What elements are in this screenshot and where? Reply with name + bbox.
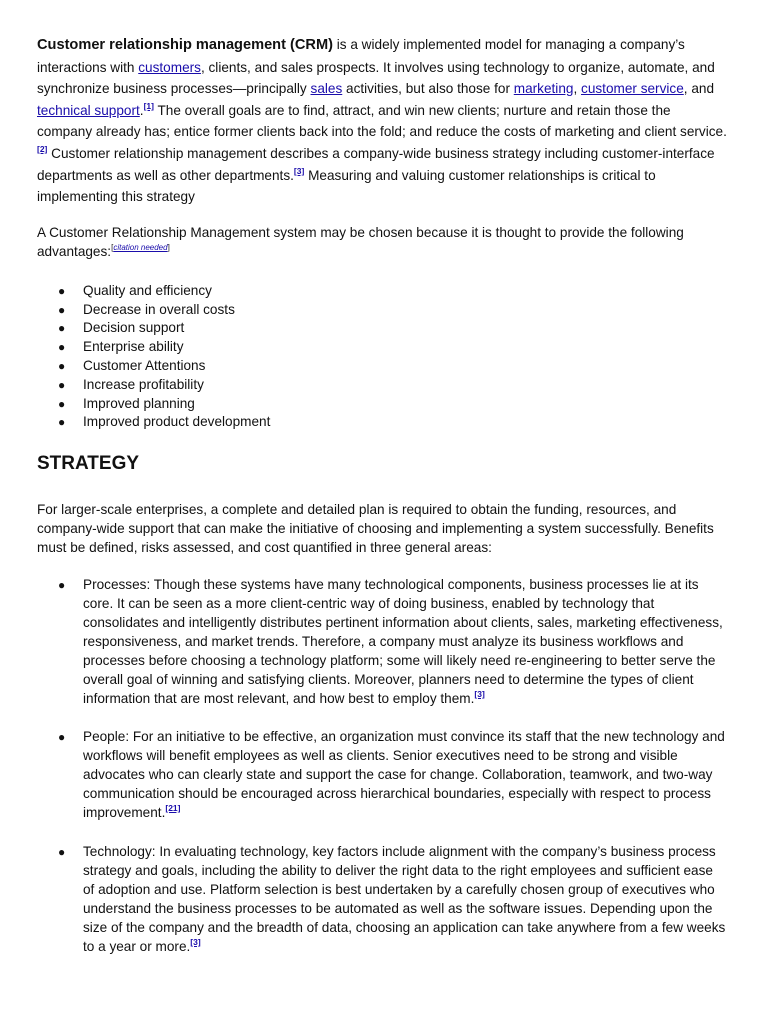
reference-link[interactable]: [3] (190, 936, 201, 947)
reference-1-link[interactable]: [1] (143, 100, 154, 111)
citation-needed-link[interactable]: citation needed (113, 242, 168, 252)
reference-link[interactable]: [3] (474, 688, 485, 699)
intro-text: , (573, 81, 582, 97)
list-item (37, 843, 727, 956)
list-item-text: Improved planning (83, 395, 195, 411)
list-item (37, 728, 727, 823)
citation-needed (111, 243, 170, 252)
intro-text: is a widely implemented model for managing a company’s interactions with (37, 37, 685, 75)
list-item-text: Improved product development (83, 414, 271, 430)
bullet-icon: ● (58, 358, 66, 373)
bullet-icon: ● (58, 845, 66, 859)
list-item-text: Technology: In evaluating technology, key factors include alignment with the company’s business process strategy and goals, including the ability to deliver the right data to the right employees and sufficient ease of adoption and use. Platform selection is best undertaken by a carefully chosen group of executives who understand the business processes to be automated as well as the software issues. Depending upon the size of the company and the breadth of data, choosing an application can take anywhere from a few weeks to a year or more. (83, 844, 726, 954)
list-item (37, 301, 727, 320)
advantages-list (37, 282, 727, 432)
list-item-text: Enterprise ability (83, 339, 184, 355)
document-page (37, 34, 727, 976)
advantages-paragraph (37, 223, 727, 261)
intro-text: activities, but also those for (342, 81, 514, 97)
intro-paragraph (37, 34, 727, 208)
bullet-icon: ● (58, 730, 66, 745)
list-item (37, 282, 727, 301)
reference-3 (294, 166, 304, 176)
list-item-text: People: For an initiative to be effective, an organization must convince its staff that the new technology and workflows will benefit employees as well as clients. Senior executives need to be strong and visible advocates who can clearly state and support the case for change. Collaboration, teamwork, and two-way communication should be encouraged across hierarchical boundaries, especially with respect to process improvement. (83, 729, 725, 821)
bullet-icon: ● (58, 302, 66, 317)
citation-bracket-close: ] (167, 242, 170, 252)
intro-lead-term: Customer relationship management (CRM) (37, 37, 333, 53)
intro-text: , and (683, 81, 714, 97)
list-item (37, 576, 727, 708)
list-item (37, 357, 727, 376)
strategy-intro-paragraph: For larger-scale enterprises, a complete and detailed plan is required to obtain the funding, resources, and company-wide support that can make the initiative of choosing and implementing a system successfully. Benefits must be defined, risks assessed, and cost quantified in three general areas: (37, 502, 714, 556)
bullet-icon: ● (58, 340, 66, 355)
list-item-text: Increase profitability (83, 376, 204, 392)
reference-link[interactable]: [21] (165, 803, 181, 814)
list-item (37, 413, 727, 432)
link-sales[interactable]: sales (310, 81, 343, 97)
list-item (37, 376, 727, 395)
list-item (37, 338, 727, 357)
strategy-heading: STRATEGY (37, 453, 140, 475)
strategy-areas-list (37, 576, 727, 956)
intro-text: . (139, 102, 144, 118)
reference-2-link[interactable]: [2] (37, 143, 48, 154)
list-item-text: Processes: Though these systems have many technological components, business processes lie at its core. It can be seen as a more client-centric way of doing business, enabled by technology that consolidates and intelligently distributes pertinent information about clients, sales, marketing effectiveness, responsiveness, and market trends. Therefore, a company must analyze its business workflows and processes before choosing a technology platform; some will likely need re-engineering to better serve the overall goal of winning and satisfying clients. Moreover, planners need to determine the types of client information that are most relevant, and how best to employ them. (83, 577, 723, 706)
bullet-icon: ● (58, 415, 66, 430)
intro-text: The overall goals are to find, attract, and win new clients; nurture and retain those the company already has; entice former clients back into the fold; and reduce the costs of marketing and client service. (37, 102, 727, 140)
list-item-text: Decision support (83, 320, 185, 336)
reference-2 (37, 144, 47, 154)
bullet-icon: ● (58, 377, 66, 392)
link-customer-service[interactable]: customer service (581, 81, 684, 97)
bullet-icon: ● (58, 283, 66, 298)
list-item-text: Quality and efficiency (83, 282, 212, 298)
list-item (37, 319, 727, 338)
citation-bracket-open: [ (111, 242, 114, 252)
reference-21 (165, 803, 180, 813)
link-customers[interactable]: customers (138, 59, 201, 75)
bullet-icon: ● (58, 578, 66, 593)
list-item-text: Decrease in overall costs (83, 301, 235, 317)
reference-3-link[interactable]: [3] (293, 165, 305, 176)
reference-3 (190, 937, 200, 947)
reference-1 (144, 101, 154, 111)
list-item (37, 395, 727, 414)
advantages-text: A Customer Relationship Management system may be chosen because it is thought to provide the following advantages: (37, 224, 684, 259)
link-marketing[interactable]: marketing (513, 81, 574, 97)
intro-text: Measuring and valuing customer relationships is critical to implementing this strategy (37, 167, 656, 205)
list-item-text: Customer Attentions (83, 357, 206, 373)
reference-3 (474, 689, 484, 699)
link-technical-support[interactable]: technical support (37, 102, 140, 118)
intro-text: , clients, and sales prospects. It involves using technology to organize, automate, and synchronize business processes—principally (37, 59, 715, 97)
intro-text: Customer relationship management describes a company-wide business strategy including customer-interface departments as well as other departments. (37, 145, 715, 183)
bullet-icon: ● (58, 396, 66, 411)
bullet-icon: ● (58, 321, 66, 336)
